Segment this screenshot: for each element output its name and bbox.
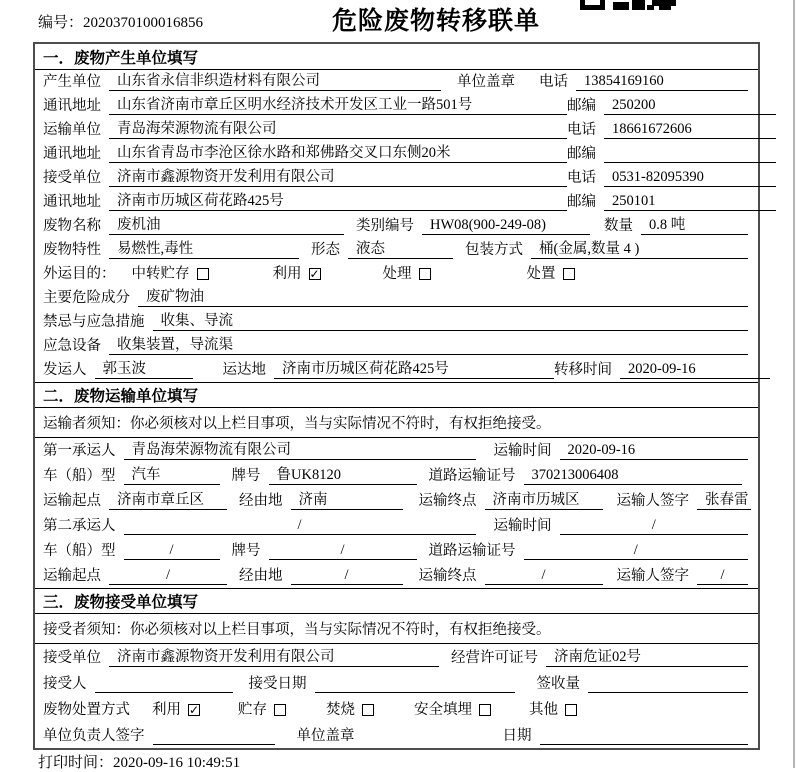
serial-number — [38, 11, 203, 32]
waste-name-value: 废机油 — [109, 213, 344, 235]
receiver-phone-label: 电话 — [567, 170, 596, 186]
purpose-row — [35, 262, 758, 286]
accept-date-value — [315, 676, 515, 693]
carrier1-time-label: 运输时间 — [493, 443, 552, 459]
carrier2-value: / — [124, 517, 476, 535]
section3-title: 三．废物接受单位填写 — [35, 588, 758, 614]
license-label: 经营许可证号 — [451, 650, 538, 666]
checkbox-disposal-other — [565, 704, 577, 716]
route2-end-label: 运输终点 — [418, 568, 477, 584]
equipment-row — [35, 334, 758, 358]
hazard-row — [35, 286, 758, 310]
receiver-address-row — [35, 190, 758, 214]
route2-row — [35, 563, 758, 588]
carrier2-time-label: 运输时间 — [493, 518, 552, 534]
waste-form-label: 形态 — [311, 242, 340, 258]
disposal-label: 废物处置方式 — [43, 702, 130, 718]
purpose-option-treat-label: 处理 — [382, 266, 412, 282]
page-header — [0, 0, 796, 42]
receiver-zip-label: 邮编 — [567, 194, 596, 210]
carrier1-row — [35, 438, 758, 463]
permit1-value: 370213006408 — [524, 467, 742, 485]
route2-via-label: 经由地 — [239, 568, 283, 584]
route1-row — [35, 488, 758, 513]
equipment-label: 应急设备 — [43, 338, 101, 354]
producer-address-row — [35, 94, 758, 118]
page-edge-line — [793, 0, 795, 768]
producer-address-value: 山东省济南市章丘区明水经济技术开发区工业一路501号 — [109, 93, 567, 115]
route1-end-label: 运输终点 — [418, 493, 477, 509]
transporter-address-row — [35, 142, 758, 166]
transporter-label: 运输单位 — [43, 122, 101, 138]
destination-label: 运达地 — [222, 362, 266, 378]
waste-form-value: 液态 — [348, 237, 453, 259]
purpose-option-use-label: 利用 — [272, 266, 302, 282]
producer-value: 山东省永信非织造材料有限公司 — [109, 69, 441, 91]
checkbox-treat — [419, 268, 431, 280]
route1-sign-value: 张春雷 — [697, 488, 751, 510]
vehicle1-value: 汽车 — [124, 463, 220, 485]
section2-notice: 运输者须知：你必须核对以上栏目事项，当与实际情况不符时，有权拒绝接受。 — [35, 408, 758, 438]
waste-character-label: 废物特性 — [43, 242, 101, 258]
permit2-label: 道路运输证号 — [428, 543, 516, 559]
purpose-label: 外运目的： — [43, 266, 116, 282]
checkbox-use: ✓ — [309, 267, 320, 281]
waste-name-row — [35, 214, 758, 238]
print-time: 打印时间：2020-09-16 10:49:51 — [38, 755, 241, 771]
page-title: 危险废物转移联单 — [332, 7, 541, 35]
carrier2-time-value: / — [560, 517, 749, 535]
accept-unit-row — [35, 644, 758, 670]
sign-date-value — [540, 728, 749, 745]
destination-value: 济南市历城区荷花路425号 — [274, 357, 554, 379]
receiver-value: 济南市鑫源物资开发利用有限公司 — [109, 165, 567, 187]
route2-via-value: / — [291, 567, 403, 585]
waste-code-value: HW08(900-249-08) — [422, 217, 590, 235]
sender-label: 发运人 — [43, 362, 87, 378]
qr-code-icon — [580, 0, 676, 12]
disposal-use-label: 利用 — [152, 702, 181, 718]
vehicle2-row — [35, 538, 758, 563]
producer-label: 产生单位 — [43, 74, 101, 90]
responsible-sign-label: 单位负责人签字 — [43, 728, 145, 744]
sender-row — [35, 358, 758, 382]
transfer-time-label: 转移时间 — [554, 362, 612, 378]
route2-start-label: 运输起点 — [43, 568, 101, 584]
packing-value: 桶(金属,数量 4 ) — [531, 237, 748, 259]
producer-row — [35, 70, 758, 94]
producer-zip-label: 邮编 — [567, 98, 596, 114]
section3-notice: 接受者须知：你必须核对以上栏目事项，当与实际情况不符时，有权拒绝接受。 — [35, 614, 758, 644]
serial-label: 编号： — [38, 15, 84, 31]
route1-via-value: 济南 — [291, 488, 403, 510]
vehicle2-value: / — [124, 542, 220, 560]
waste-qty-label: 数量 — [604, 218, 633, 234]
responsible-sign-row — [35, 722, 758, 748]
accept-unit-label: 接受单位 — [43, 650, 101, 666]
transporter-zip-label: 邮编 — [567, 146, 596, 162]
route2-sign-label: 运输人签字 — [616, 568, 689, 584]
purpose-option-transfer-label: 中转贮存 — [131, 266, 190, 282]
carrier1-label: 第一承运人 — [43, 443, 116, 459]
waste-code-label: 类别编号 — [356, 218, 414, 234]
emergency-value: 收集、导流 — [153, 309, 749, 331]
route1-sign-label: 运输人签字 — [616, 493, 689, 509]
responsible-sign-value — [153, 728, 275, 745]
disposal-burn-label: 焚烧 — [326, 702, 355, 718]
acceptor-value — [95, 676, 233, 693]
plate2-value: / — [269, 542, 417, 560]
hazard-value: 废矿物油 — [138, 285, 748, 307]
vehicle1-label: 车（船）型 — [43, 468, 116, 484]
carrier2-row — [35, 513, 758, 538]
acceptor-row — [35, 670, 758, 696]
sign-date-label: 日期 — [502, 728, 532, 744]
waste-character-row — [35, 238, 758, 262]
emergency-label: 禁忌与应急措施 — [43, 314, 145, 330]
transporter-phone-value: 18661672606 — [604, 121, 776, 139]
emergency-row — [35, 310, 758, 334]
purpose-option-dispose-label: 处置 — [526, 266, 556, 282]
receiver-label: 接受单位 — [43, 170, 101, 186]
section1-title: 一．废物产生单位填写 — [35, 44, 758, 70]
receiver-zip-value: 250101 — [604, 193, 776, 211]
received-qty-value — [588, 676, 748, 693]
waste-character-value: 易燃性,毒性 — [109, 237, 299, 259]
transporter-row — [35, 118, 758, 142]
packing-label: 包装方式 — [465, 242, 523, 258]
unit-seal-label: 单位盖章 — [296, 728, 355, 744]
waste-qty-value: 0.8 吨 — [641, 213, 748, 235]
producer-phone-value: 13854169160 — [576, 73, 748, 91]
carrier1-time-value: 2020-09-16 — [560, 442, 749, 460]
receiver-address-label: 通讯地址 — [43, 194, 101, 210]
transporter-phone-label: 电话 — [567, 122, 596, 138]
permit1-label: 道路运输证号 — [428, 468, 516, 484]
seal-label: 单位盖章 — [457, 74, 515, 90]
checkbox-dispose — [563, 268, 575, 280]
receiver-phone-value: 0531-82095390 — [604, 169, 776, 187]
carrier1-value: 青岛海荣源物流有限公司 — [124, 438, 476, 460]
received-qty-label: 签收量 — [536, 676, 580, 692]
vehicle1-row — [35, 463, 758, 488]
checkbox-disposal-burn — [362, 704, 374, 716]
transfer-time-value: 2020-09-16 — [620, 361, 770, 379]
route2-end-value: / — [485, 567, 603, 585]
plate1-value: 鲁UK8120 — [269, 463, 417, 485]
transporter-value: 青岛海荣源物流有限公司 — [109, 117, 567, 139]
transporter-zip-value — [604, 146, 776, 163]
checkbox-transfer-storage — [197, 268, 209, 280]
carrier2-label: 第二承运人 — [43, 518, 116, 534]
route1-start-value: 济南市章丘区 — [109, 488, 227, 510]
checkbox-disposal-use: ✓ — [188, 703, 200, 717]
route1-end-value: 济南市历城区 — [485, 488, 603, 510]
route2-sign-value: / — [697, 567, 748, 585]
disposal-row — [35, 696, 758, 722]
transporter-address-label: 通讯地址 — [43, 146, 101, 162]
plate1-label: 牌号 — [231, 468, 261, 484]
permit2-value: / — [524, 542, 749, 560]
route2-start-value: / — [109, 567, 227, 585]
route1-via-label: 经由地 — [239, 493, 283, 509]
route1-start-label: 运输起点 — [43, 493, 101, 509]
sender-value: 郭玉波 — [95, 357, 193, 379]
disposal-landfill-label: 安全填埋 — [414, 702, 472, 718]
transporter-address-value: 山东省青岛市李沧区徐水路和郑佛路交叉口东侧20米 — [109, 141, 567, 163]
equipment-value: 收集装置，导流渠 — [109, 333, 748, 355]
receiver-row — [35, 166, 758, 190]
checkbox-disposal-store — [274, 704, 286, 716]
accept-date-label: 接受日期 — [248, 676, 307, 692]
section2-title: 二．废物运输单位填写 — [35, 382, 758, 408]
producer-address-label: 通讯地址 — [43, 98, 101, 114]
producer-zip-value: 250200 — [604, 97, 776, 115]
producer-phone-label: 电话 — [539, 74, 568, 90]
serial-value: 2020370100016856 — [83, 15, 204, 31]
waste-name-label: 废物名称 — [43, 218, 101, 234]
transfer-form — [33, 42, 760, 750]
disposal-other-label: 其他 — [529, 702, 558, 718]
disposal-store-label: 贮存 — [238, 702, 267, 718]
vehicle2-label: 车（船）型 — [43, 543, 116, 559]
accept-unit-value: 济南市鑫源物资开发利用有限公司 — [109, 645, 439, 667]
plate2-label: 牌号 — [231, 543, 261, 559]
hazard-label: 主要危险成分 — [43, 290, 130, 306]
receiver-address-value: 济南市历城区荷花路425号 — [109, 189, 567, 211]
acceptor-label: 接受人 — [43, 676, 87, 692]
checkbox-disposal-landfill — [479, 704, 491, 716]
license-value: 济南危证02号 — [546, 645, 748, 667]
